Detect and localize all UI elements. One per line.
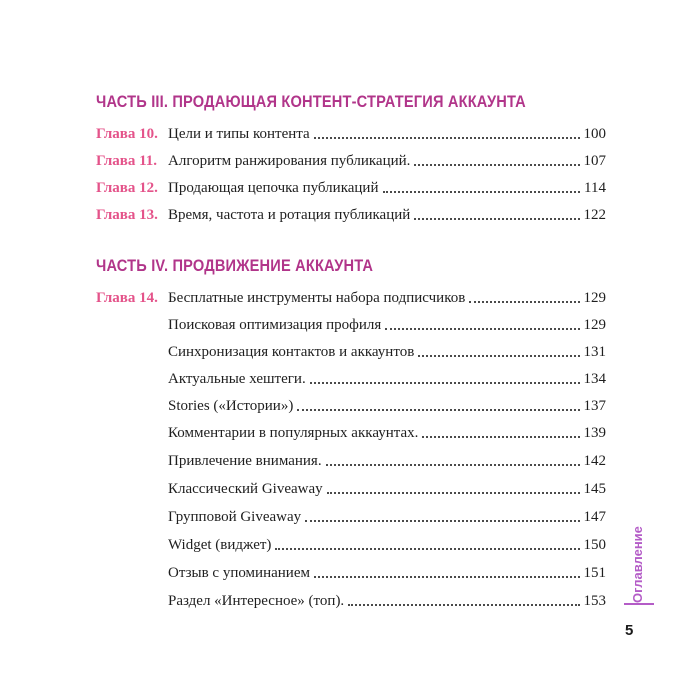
dot-leader xyxy=(310,382,580,384)
page-ref: 107 xyxy=(583,153,606,169)
part4-title: ЧАСТЬ IV. ПРОДВИЖЕНИЕ АККАУНТА xyxy=(96,256,374,275)
page-ref: 151 xyxy=(583,565,606,581)
toc-entry[interactable] xyxy=(96,506,606,528)
toc-entry[interactable] xyxy=(96,368,606,390)
entry-title: Актуальные хештеги. xyxy=(168,371,306,387)
page-ref: 147 xyxy=(583,509,606,525)
entry-title: Классический Giveaway xyxy=(168,481,323,497)
entry-title: Бесплатные инструменты набора подписчиков xyxy=(168,290,466,306)
dot-leader xyxy=(414,218,579,220)
page-ref: 114 xyxy=(584,180,606,196)
entry-title: Цели и типы контента xyxy=(168,126,310,142)
chapter-label: Глава 10. xyxy=(96,126,158,142)
dot-leader xyxy=(383,191,581,193)
chapter-label: Глава 13. xyxy=(96,207,158,223)
page-ref: 137 xyxy=(583,398,606,414)
entry-title: Время, частота и ротация публикаций xyxy=(168,207,411,223)
chapter-label: Глава 11. xyxy=(96,153,158,169)
page-ref: 122 xyxy=(583,207,606,223)
dot-leader xyxy=(326,464,580,466)
entry-title: Отзыв с упоминанием xyxy=(168,565,310,581)
part3-title: ЧАСТЬ III. ПРОДАЮЩАЯ КОНТЕНТ-СТРАТЕГИЯ АККАУНТА xyxy=(96,92,526,111)
toc-entry[interactable] xyxy=(96,562,606,584)
entry-title: Stories («Истории») xyxy=(168,398,294,414)
dot-leader xyxy=(414,164,579,166)
page-ref: 129 xyxy=(583,290,606,306)
toc-entry[interactable] xyxy=(96,590,606,612)
dot-leader xyxy=(305,520,579,522)
toc-entry[interactable] xyxy=(96,314,606,336)
page-ref: 153 xyxy=(583,593,606,609)
dot-leader xyxy=(418,355,579,357)
toc-entry[interactable] xyxy=(96,534,606,556)
toc-entry[interactable] xyxy=(96,123,606,145)
dot-leader xyxy=(327,492,580,494)
toc-entry[interactable] xyxy=(96,204,606,226)
entry-title: Раздел «Интересное» (топ). xyxy=(168,593,345,609)
dot-leader xyxy=(348,604,579,606)
page-ref: 134 xyxy=(583,371,606,387)
page-number: 5 xyxy=(625,622,634,639)
entry-title: Поисковая оптимизация профиля xyxy=(168,317,382,333)
toc-entry[interactable] xyxy=(96,450,606,472)
page-ref: 131 xyxy=(583,344,606,360)
entry-title: Widget (виджет) xyxy=(168,537,272,553)
dot-leader xyxy=(275,548,579,550)
side-section-label: Оглавление xyxy=(630,526,645,604)
dot-leader xyxy=(422,436,579,438)
entry-title: Комментарии в популярных аккаунтах. xyxy=(168,425,419,441)
side-accent-line xyxy=(624,603,654,605)
entry-title: Синхронизация контактов и аккаунтов xyxy=(168,344,415,360)
toc-entry[interactable] xyxy=(96,150,606,172)
dot-leader xyxy=(297,409,579,411)
page-ref: 129 xyxy=(583,317,606,333)
page-ref: 139 xyxy=(583,425,606,441)
dot-leader xyxy=(314,137,580,139)
page-ref: 150 xyxy=(583,537,606,553)
entry-title: Групповой Giveaway xyxy=(168,509,302,525)
toc-entry[interactable] xyxy=(96,422,606,444)
toc-entry[interactable] xyxy=(96,395,606,417)
entry-title: Продающая цепочка публикаций xyxy=(168,180,379,196)
toc-entry[interactable] xyxy=(96,341,606,363)
toc-entry[interactable] xyxy=(96,478,606,500)
entry-title: Алгоритм ранжирования публикаций. xyxy=(168,153,411,169)
page-ref: 145 xyxy=(583,481,606,497)
chapter-label: Глава 14. xyxy=(96,290,158,306)
page-ref: 142 xyxy=(583,453,606,469)
dot-leader xyxy=(385,328,579,330)
page-ref: 100 xyxy=(583,126,606,142)
toc-entry[interactable] xyxy=(96,287,606,309)
entry-title: Привлечение внимания. xyxy=(168,453,322,469)
dot-leader xyxy=(314,576,580,578)
dot-leader xyxy=(469,301,579,303)
toc-entry[interactable] xyxy=(96,177,606,199)
chapter-label: Глава 12. xyxy=(96,180,158,196)
